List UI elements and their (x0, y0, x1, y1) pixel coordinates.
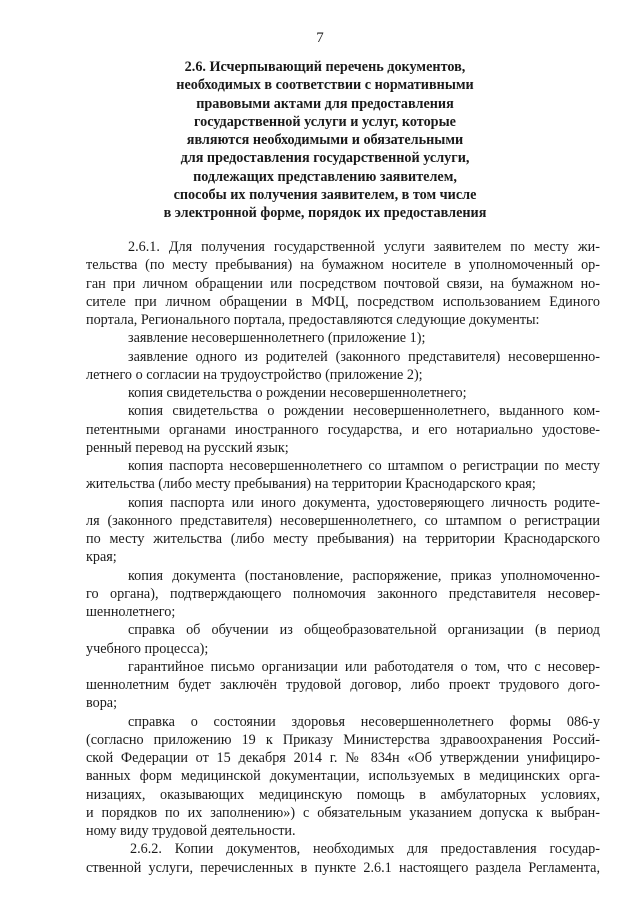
text-line: (согласно приложению 19 к Приказу Министерства здравоохранения Россий- (86, 731, 600, 748)
text-line: 2.6.1. Для получения государственной услуги заявителем по месту жи- (128, 239, 600, 255)
text-line: 2.6.2. Копии документов, необходимых для предоставления государ- (130, 841, 600, 858)
text-line: тельства (по месту пребывания) на бумажном носителе в уполномоченный ор- (86, 257, 600, 274)
heading-line: государственной услуги и услуг, которые (194, 113, 456, 130)
page-number: 7 (316, 30, 324, 46)
text-line: ской Федерации от 15 декабря 2014 г. № 834н «Об утверждении унифициро- (86, 750, 600, 766)
text-line: края; (86, 549, 117, 566)
heading-line: необходимых в соответствии с нормативными (176, 77, 474, 94)
text-line: ванных форм медицинской документации, используемых в медицинских орга- (86, 768, 600, 785)
text-line: ренный перевод на русский язык; (86, 439, 289, 456)
heading-line: подлежащих представлению заявителем, (193, 168, 457, 185)
text-line: петентными органами иностранного государства, и его нотариально удостове- (86, 421, 600, 438)
text-line: по месту жительства (либо месту пребывания) на территории Краснодарского (86, 531, 600, 547)
text-line: копия паспорта несовершеннолетнего со штампом о регистрации по месту (128, 458, 600, 474)
heading-line: являются необходимыми и обязательными (186, 132, 464, 149)
section-heading (110, 58, 540, 223)
text-line: копия документа (постановление, распоряжение, приказ уполномоченно- (128, 567, 600, 584)
text-line: учебного процесса); (86, 640, 209, 657)
text-line: ственной услуги, перечисленных в пункте 2.6.1 настоящего раздела Регламента, (86, 859, 600, 876)
text-line: го органа), подтверждающего полномочия законного представителя несовер- (86, 585, 600, 602)
heading-line: правовыми актами для предоставления (196, 95, 454, 112)
text-line: гарантийное письмо организации или работодателя о том, что с несовер- (128, 658, 600, 675)
text-line: копия паспорта или иного документа, удостоверяющего личность родите- (128, 494, 600, 511)
text-line: справка об обучении из общеобразовательной организации (в период (128, 622, 600, 639)
text-line: сителе при личном обращении в МФЦ, посредством использованием Единого (86, 293, 600, 310)
text-line: справка о состоянии здоровья несовершеннолетнего формы 086-у (128, 713, 600, 730)
text-line: портала, Регионального портала, предоставляются следующие документы: (86, 312, 540, 328)
heading-line: 2.6. Исчерпывающий перечень документов, (184, 59, 466, 75)
text-line: копия свидетельства о рождении несовершеннолетнего, выданного ком- (128, 403, 600, 420)
text-line: низациях, оказывающих медицинскую помощь в амбулаторных условиях, (86, 786, 600, 803)
text-line: заявление одного из родителей (законного представителя) несовершенно- (128, 348, 600, 365)
text-line: шеннолетнего; (86, 604, 176, 620)
heading-line: способы их получения заявителем, в том числе (173, 187, 477, 204)
text-line: ган при личном обращении или посредством почтовой связи, на бумажном но- (86, 275, 600, 292)
text-line: ному виду трудовой деятельности. (86, 823, 296, 839)
heading-line: в электронной форме, порядок их предоставления (163, 205, 487, 222)
text-line: вора; (86, 695, 118, 712)
text-line: заявление несовершеннолетнего (приложение 1); (128, 330, 426, 347)
text-line: и порядков по их заполнению») с обязательным указанием допуска к выбран- (86, 804, 600, 821)
text-line: копия свидетельства о рождении несовершеннолетнего; (128, 385, 467, 401)
heading-line: для предоставления государственной услуги, (180, 150, 470, 167)
text-line: летнего о согласии на трудоустройство (приложение 2); (86, 366, 423, 383)
text-line: шеннолетним будет заключён трудовой договор, либо проект трудового дого- (86, 677, 600, 693)
text-line: жительства (либо месту пребывания) на территории Краснодарского края; (86, 476, 536, 493)
text-line: ля (законного представителя) несовершеннолетнего, со штампом о регистрации (86, 512, 600, 529)
body-text (86, 238, 600, 877)
